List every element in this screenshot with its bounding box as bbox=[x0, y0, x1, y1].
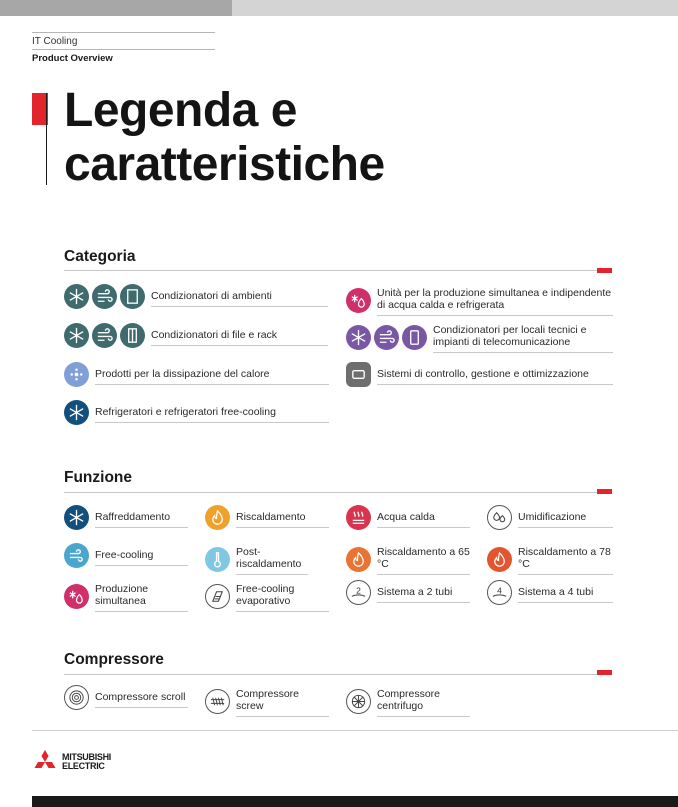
function-item bbox=[346, 580, 470, 605]
section-title-compressore: Compressore bbox=[64, 651, 164, 668]
section-rule bbox=[64, 270, 612, 271]
category-label: Refrigeratori e refrigeratori free-cooling bbox=[95, 403, 329, 423]
function-item bbox=[487, 505, 613, 530]
function-label: Riscaldamento bbox=[236, 508, 329, 528]
function-label: Riscaldamento a 65 °C bbox=[377, 543, 470, 575]
category-item bbox=[346, 284, 613, 316]
compressor-label: Compressore screw bbox=[236, 685, 329, 717]
thermometer-icon bbox=[205, 547, 230, 572]
category-label: Prodotti per la dissipazione del calore bbox=[95, 365, 329, 385]
page-title-line-2: caratteristiche bbox=[64, 138, 385, 191]
section-rule bbox=[64, 674, 612, 675]
scroll-compressor-icon bbox=[64, 685, 89, 710]
cabinet-icon bbox=[402, 325, 427, 350]
compressor-label: Compressore scroll bbox=[95, 688, 188, 708]
compressor-item bbox=[205, 685, 329, 717]
compressor-item bbox=[64, 685, 188, 710]
function-label: Sistema a 4 tubi bbox=[518, 583, 613, 603]
breadcrumb-subtitle: Product Overview bbox=[32, 53, 113, 64]
rack-icon bbox=[120, 323, 145, 348]
snowflake-icon bbox=[64, 400, 89, 425]
category-label: Unità per la produzione simultanea e indipendente di acqua calda e refrigerata bbox=[377, 284, 613, 316]
section-marker bbox=[597, 670, 612, 675]
category-label: Condizionatori di ambienti bbox=[151, 287, 328, 307]
snowflake-icon bbox=[64, 323, 89, 348]
breadcrumb bbox=[32, 32, 215, 64]
page-title bbox=[64, 84, 385, 192]
section-marker bbox=[597, 489, 612, 494]
two-pipe-icon bbox=[346, 580, 371, 605]
function-label: Raffreddamento bbox=[95, 508, 188, 528]
section-title-funzione: Funzione bbox=[64, 469, 133, 486]
function-item bbox=[205, 505, 329, 530]
logo-line-2: ELECTRIC bbox=[62, 761, 105, 771]
category-item bbox=[64, 400, 329, 425]
free-cooling-icon bbox=[64, 543, 89, 568]
flame-78-icon bbox=[487, 547, 512, 572]
four-pipe-icon bbox=[487, 580, 512, 605]
controller-icon bbox=[346, 362, 371, 387]
function-item bbox=[205, 543, 308, 575]
airflow-icon bbox=[92, 323, 117, 348]
category-label: Condizionatori per locali tecnici e impianti di telecomunicazione bbox=[433, 321, 613, 353]
function-item bbox=[346, 543, 470, 575]
function-label: Post-riscaldamento bbox=[236, 543, 308, 575]
breadcrumb-section: IT Cooling bbox=[32, 33, 215, 50]
hot-cold-icon bbox=[346, 288, 371, 313]
function-label: Free-cooling evaporativo bbox=[236, 580, 329, 612]
function-label: Produzione simultanea bbox=[95, 580, 188, 612]
evaporative-icon bbox=[205, 584, 230, 609]
function-item bbox=[346, 505, 470, 530]
flame-65-icon bbox=[346, 547, 371, 572]
function-item bbox=[487, 580, 613, 605]
category-label: Sistemi di controllo, gestione e ottimizzazione bbox=[377, 365, 613, 385]
title-rule bbox=[46, 93, 47, 185]
footer-rule bbox=[32, 730, 678, 731]
compressor-item bbox=[346, 685, 470, 717]
airflow-icon bbox=[374, 325, 399, 350]
flame-icon bbox=[205, 505, 230, 530]
category-item bbox=[64, 284, 328, 309]
function-label: Acqua calda bbox=[377, 508, 470, 528]
function-label: Riscaldamento a 78 °C bbox=[518, 543, 613, 575]
centrifugal-compressor-icon bbox=[346, 689, 371, 714]
hot-water-icon bbox=[346, 505, 371, 530]
water-drops-icon bbox=[487, 505, 512, 530]
cabinet-icon bbox=[120, 284, 145, 309]
category-label: Condizionatori di file e rack bbox=[151, 326, 328, 346]
top-band bbox=[0, 0, 678, 16]
section-title-categoria: Categoria bbox=[64, 248, 136, 265]
compressor-label: Compressore centrifugo bbox=[377, 685, 470, 717]
snowflake-icon bbox=[346, 325, 371, 350]
category-item bbox=[346, 362, 613, 387]
three-diamonds-icon bbox=[32, 750, 58, 774]
top-band-dark bbox=[0, 0, 232, 16]
section-marker bbox=[597, 268, 612, 273]
function-item bbox=[64, 543, 188, 568]
four-pipe-badge: 4 bbox=[497, 585, 502, 596]
function-item bbox=[205, 580, 329, 612]
dissipation-icon bbox=[64, 362, 89, 387]
category-item bbox=[64, 362, 329, 387]
page-title-line-1: Legenda e bbox=[64, 84, 297, 137]
bottom-band bbox=[32, 796, 678, 807]
function-item bbox=[64, 505, 188, 530]
function-item bbox=[64, 580, 188, 612]
snowflake-icon bbox=[64, 505, 89, 530]
logo-line-1: MITSUBISHI bbox=[62, 752, 112, 762]
hot-cold-icon bbox=[64, 584, 89, 609]
function-item bbox=[487, 543, 613, 575]
two-pipe-badge: 2 bbox=[356, 585, 361, 596]
function-label: Sistema a 2 tubi bbox=[377, 583, 470, 603]
airflow-icon bbox=[92, 284, 117, 309]
mitsubishi-electric-logo bbox=[32, 750, 111, 774]
screw-compressor-icon bbox=[205, 689, 230, 714]
function-label: Umidificazione bbox=[518, 508, 613, 528]
function-label: Free-cooling bbox=[95, 546, 188, 566]
category-item bbox=[64, 323, 328, 348]
snowflake-icon bbox=[64, 284, 89, 309]
category-item bbox=[346, 321, 613, 353]
section-rule bbox=[64, 492, 612, 493]
